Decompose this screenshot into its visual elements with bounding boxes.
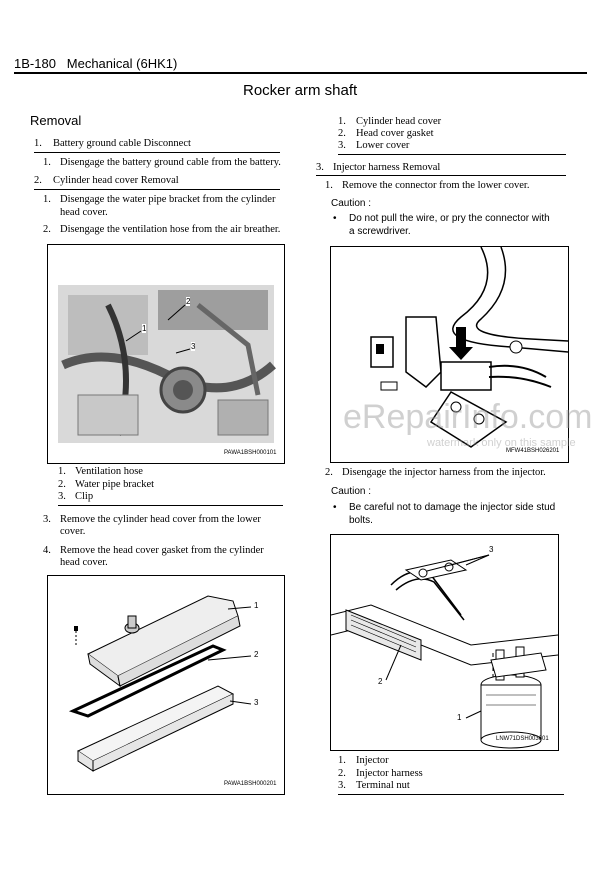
legend-item	[338, 140, 410, 151]
legend-text: Ventilation hose	[75, 466, 143, 477]
legend-item	[58, 491, 94, 502]
page-title: Rocker arm shaft	[243, 82, 358, 99]
figure-code: LNW71DSH003601	[496, 736, 549, 742]
watermark-brand: eRepairInfo.com	[343, 398, 593, 436]
legend-text: Clip	[75, 491, 94, 502]
substep-text-line1: Remove the head cover gasket from the cylinder	[60, 545, 264, 556]
substep-text-line2: cover.	[60, 526, 86, 537]
legend-item	[338, 780, 410, 791]
legend-item	[338, 116, 442, 127]
caution-text	[333, 502, 556, 526]
watermark-note: watermark only on this sample	[427, 437, 576, 449]
figure-code: MFW41BSH026201	[506, 448, 560, 454]
legend-text: Terminal nut	[356, 780, 410, 791]
figure-code: PAWA1BSH000101	[224, 450, 277, 456]
step-rule	[34, 189, 280, 190]
legend-item	[338, 768, 423, 779]
legend-rule	[338, 154, 566, 155]
callout-2: 2	[378, 677, 383, 686]
bullet: •	[333, 502, 337, 513]
legend-number: 3.	[58, 491, 66, 502]
substep-number: 3.	[43, 514, 51, 525]
callout-3: 3	[254, 698, 259, 707]
substep-number: 2.	[325, 467, 333, 478]
caution-line2: bolts.	[349, 515, 373, 526]
legend-item	[58, 479, 155, 490]
substep-text-line2: head cover.	[60, 207, 108, 218]
caution-line1: Do not pull the wire, or pry the connector with	[349, 213, 550, 224]
substep-text: Disengage the battery ground cable from the battery.	[60, 157, 281, 168]
callout-2: 2	[254, 650, 259, 659]
callout-3: 3	[489, 545, 494, 554]
removal-heading: Removal	[30, 113, 82, 128]
figure-engine-photo	[47, 244, 285, 464]
callout-3: 3	[191, 342, 196, 351]
substep-number: 1.	[43, 194, 51, 205]
caution-text	[333, 213, 550, 237]
substep-text-line2: head cover.	[60, 557, 108, 568]
step-text: Cylinder head cover Removal	[53, 175, 179, 186]
step-text: Injector harness Removal	[333, 162, 441, 173]
legend-number: 3.	[338, 140, 346, 151]
step-rule	[316, 175, 566, 176]
substep-text: Disengage the ventilation hose from the air breather.	[60, 224, 281, 235]
callout-2: 2	[186, 297, 191, 306]
legend-number: 3.	[338, 780, 346, 791]
engine-photo-illustration	[48, 245, 284, 463]
legend-text: Injector	[356, 755, 389, 766]
substep-1-1	[43, 157, 281, 168]
section-title: Mechanical (6HK1)	[66, 56, 178, 71]
step-number: 2.	[34, 175, 42, 186]
step-3	[316, 162, 441, 173]
page-number: 1B-180	[14, 56, 56, 71]
head-cover-illustration	[48, 576, 284, 794]
page-reference	[14, 56, 177, 71]
step-number: 3.	[316, 162, 324, 173]
substep-2-1	[43, 194, 276, 218]
legend-text: Cylinder head cover	[356, 116, 442, 127]
substep-2-3	[43, 514, 261, 537]
legend-number: 2.	[338, 768, 346, 779]
caution-label: Caution :	[331, 486, 372, 497]
legend-text: Head cover gasket	[356, 128, 434, 139]
legend-item	[338, 755, 389, 766]
step-1	[34, 138, 191, 149]
caution-line1: Be careful not to damage the injector side stud	[349, 502, 556, 513]
step-number: 1.	[34, 138, 42, 149]
legend-item	[338, 128, 434, 139]
legend-item	[58, 466, 143, 477]
figure-injector-drawing	[330, 534, 559, 751]
substep-text: Disengage the injector harness from the injector.	[342, 467, 546, 478]
legend-number: 1.	[338, 755, 346, 766]
substep-text-line1: Remove the cylinder head cover from the lower	[60, 514, 261, 525]
legend-number: 2.	[58, 479, 66, 490]
step-rule	[34, 152, 280, 153]
substep-number: 4.	[43, 545, 51, 556]
legend-rule	[338, 794, 564, 795]
callout-1: 1	[142, 324, 147, 333]
substep-text-line1: Disengage the water pipe bracket from the cylinder	[60, 194, 276, 205]
substep-3-1	[325, 180, 530, 191]
step-text: Battery ground cable Disconnect	[53, 138, 191, 149]
legend-number: 2.	[338, 128, 346, 139]
figure-code: PAWA1BSH000201	[224, 781, 277, 787]
substep-2-4	[43, 545, 264, 568]
substep-text: Remove the connector from the lower cover.	[342, 180, 530, 191]
legend-text: Lower cover	[356, 140, 410, 151]
caution-label: Caution :	[331, 198, 372, 209]
legend-number: 1.	[338, 116, 346, 127]
step-2	[34, 175, 179, 186]
header-rule	[14, 72, 587, 74]
substep-3-2	[325, 467, 546, 478]
legend-text: Water pipe bracket	[75, 479, 155, 490]
legend-rule	[58, 505, 283, 506]
substep-number: 1.	[325, 180, 333, 191]
substep-number: 2.	[43, 224, 51, 235]
figure-head-cover-drawing	[47, 575, 285, 795]
callout-1: 1	[457, 713, 462, 722]
caution-line2: a screwdriver.	[349, 226, 411, 237]
bullet: •	[333, 213, 337, 224]
substep-number: 1.	[43, 157, 51, 168]
legend-number: 1.	[58, 466, 66, 477]
callout-1: 1	[254, 601, 259, 610]
substep-2-2	[43, 224, 281, 235]
legend-text: Injector harness	[356, 768, 423, 779]
injector-illustration	[331, 535, 558, 750]
